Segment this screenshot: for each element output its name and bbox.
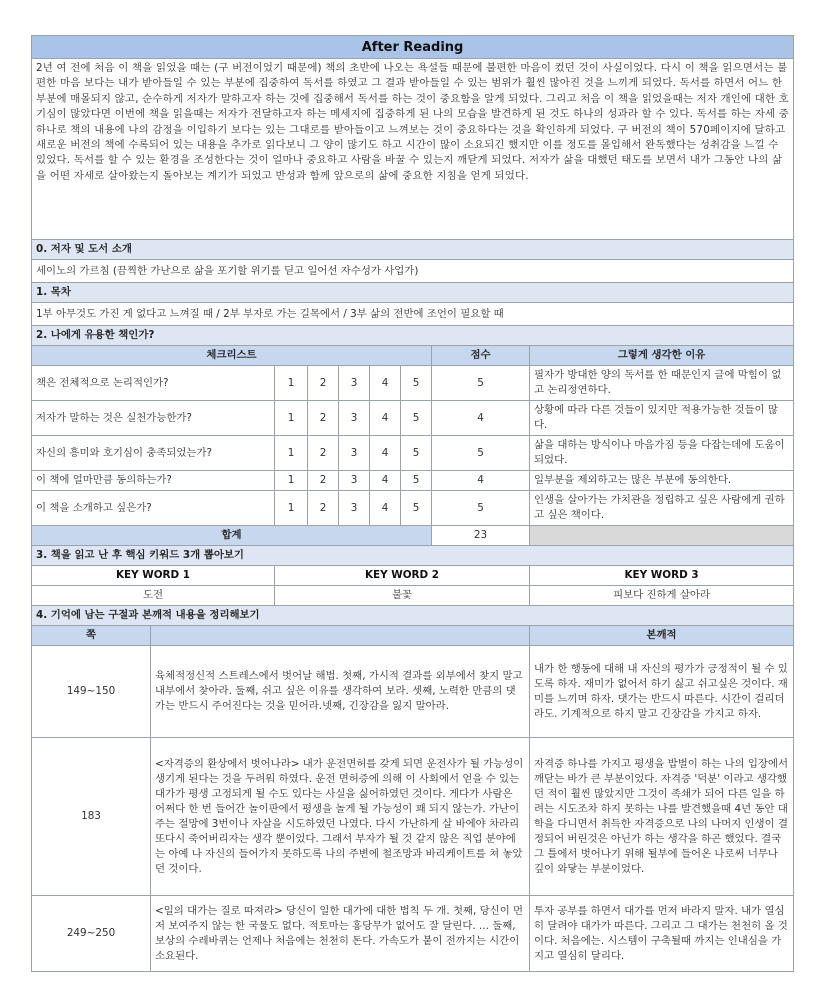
quote-note: 투자 공부를 하면서 대가를 먼저 바라지 말자. 내가 열심히 달려야 대가가 따른다. 그리고 그 대가는 천천히 올 것이다. 처음에는. 시스템이 구축될때 까지는 인내심을 가지고 열심히 달리다. [530,896,794,972]
scale-option[interactable]: 4 [370,366,401,401]
scale-option[interactable]: 4 [370,491,401,526]
checklist-question: 책은 전체적으로 논리적인가? [32,366,275,401]
after-reading-sheet [31,35,793,972]
scale-option[interactable]: 2 [308,436,339,471]
quote-page: 149~150 [32,646,151,738]
scale-option[interactable]: 5 [401,471,432,491]
scale-option[interactable]: 1 [275,401,308,436]
quote-text: <일의 대가는 질로 따져라> 당신이 일한 대가에 대한 법칙 두 개. 첫째, 당신이 먼저 보여주지 않는 한 국물도 없다. 적토마는 홍당무가 없어도 잘 달린다. ... 둘째, 보상의 수레바퀴는 언제나 처음에는 천천히 돈다. 가속도가 붙이 전까지는 시간이 소요된다. [151,896,530,972]
checklist-score: 5 [432,436,530,471]
scale-option[interactable]: 1 [275,366,308,401]
scale-option[interactable]: 3 [339,471,370,491]
checklist-reason: 필자가 방대한 양의 독서를 한 때문인지 글에 막힘이 없고 논리정연하다. [530,366,794,401]
score-header: 점수 [432,346,530,366]
scale-option[interactable]: 5 [401,366,432,401]
keyword-header: KEY WORD 3 [530,566,794,586]
scale-option[interactable]: 2 [308,471,339,491]
checklist-row [32,491,794,526]
checklist-reason: 일부분을 제외하고는 많은 부분에 동의한다. [530,471,794,491]
scale-option[interactable]: 1 [275,436,308,471]
keyword-value: 불꽃 [275,586,530,606]
checklist-question: 자신의 흥미와 호기심이 충족되었는가? [32,436,275,471]
checklist-row [32,471,794,491]
quote-row [32,896,794,972]
total-label: 합계 [32,526,432,546]
total-reason-blank [530,526,794,546]
section-heading-usefulness: 2. 나에게 유용한 책인가? [32,326,794,346]
section-heading-quotes: 4. 기억에 남는 구절과 본깨적 내용을 정리해보기 [32,606,794,626]
checklist-header: 체크리스트 [32,346,432,366]
keyword-value: 피보다 진하게 살아라 [530,586,794,606]
checklist-score: 5 [432,366,530,401]
scale-option[interactable]: 4 [370,401,401,436]
scale-option[interactable]: 4 [370,436,401,471]
quote-note: 내가 한 행동에 대해 내 자신의 평가가 긍정적이 될 수 있도록 하자. 재미가 없어서 하기 싫고 쉬고싶은 것이다. 재미를 느끼며 하자. 댓가는 반드시 따른다. 시간이 걸리더라도. 기계적으로 하지 말고 긴장감을 가지고 하자. [530,646,794,738]
keyword-header: KEY WORD 2 [275,566,530,586]
section-heading-keywords: 3. 책을 읽고 난 후 핵심 키워드 3개 뽑아보기 [32,546,794,566]
checklist-score: 4 [432,471,530,491]
checklist-question: 이 책에 얼마만큼 동의하는가? [32,471,275,491]
checklist-row [32,436,794,471]
after-reading-table [31,35,794,972]
page-title: After Reading [32,36,794,59]
total-score: 23 [432,526,530,546]
checklist-question: 이 책을 소개하고 싶은가? [32,491,275,526]
scale-option[interactable]: 2 [308,491,339,526]
page-header: 쪽 [32,626,151,646]
quote-text: 육체적정신적 스트레스에서 벗어날 해법. 첫째, 가시적 결과를 외부에서 찾지 말고 내부에서 찾아라. 둘째, 쉬고 싶은 이유를 생각하여 보라. 셋째, 노력한 만큼의 댓가는 반드시 주어진다는 것을 믿어라.넷째, 긴장감을 잃지 말아라. [151,646,530,738]
quote-page: 249~250 [32,896,151,972]
scale-option[interactable]: 2 [308,366,339,401]
section-heading-toc: 1. 목차 [32,283,794,303]
quote-header [151,626,530,646]
author-intro-text: 세이노의 가르침 (끔찍한 가난으로 삶을 포기할 위기를 딛고 일어선 자수성가 사업가) [32,260,794,283]
scale-option[interactable]: 3 [339,491,370,526]
scale-option[interactable]: 3 [339,401,370,436]
scale-option[interactable]: 1 [275,471,308,491]
quote-note: 자격증 하나를 가지고 평생을 밥벌이 하는 나의 입장에서 깨닫는 바가 큰 부분이었다. 자격증 '덕분' 이라고 생각했던 적이 훨씬 많았지만 그것이 족쇄가 되어 다른 일을 하려는 시도조차 하지 못하는 나를 발견했을때 4년 동안 대학을 다니면서 취득한 자격증으로 나의 나머지 인생이 결정되어 버린것은 아닌가 하는 생각을 하곤 했었다. 결국 그 틀에서 벗어나기 위해 될부에 들어온 나로써 너무나 깊이 와닿는 부분이었다. [530,738,794,896]
scale-option[interactable]: 5 [401,436,432,471]
checklist-score: 5 [432,491,530,526]
checklist-score: 4 [432,401,530,436]
checklist-question: 저자가 말하는 것은 실천가능한가? [32,401,275,436]
keyword-header: KEY WORD 1 [32,566,275,586]
quote-row [32,646,794,738]
scale-option[interactable]: 4 [370,471,401,491]
reflection-text: 2년 여 전에 처음 이 책을 읽었을 때는 (구 버전이었기 때문에) 책의 초반에 나오는 욕설들 때문에 불편한 마음이 컸던 것이 사실이었다. 다시 이 책을 읽으면서는 불편한 마음 보다는 내가 받아들일 수 있는 부분에 집중하여 독서를 하였고 그 결과 받아들일 수 있는 범위가 훨씬 많아진 것을 느끼게 되었다. 독서를 하면서 어느 한 부분에 매몰되지 않고, 순수하게 저자가 말하고자 하는 것에 집중해서 독서를 하는 것이 중요함을 알게 되었다. 그리고 처음 이 책을 읽었을때는 저자 개인에 대한 호기심이 많았다면 이번에 책을 읽을때는 저자가 전달하고자 하는 메세지에 집중하게 된 나의 모습을 발견하게 된 것도 하나의 성과라 할 수 있다. 독서를 하는 자세 중 하나로 책의 내용에 나의 감정을 이입하기 보다는 있는 그대로를 받아들이고 느껴보는 것이 중요하다는 것을 확인하게 되었다. 구 버전의 책이 570페이지에 달하고 새로운 버전의 책에 수록되어 있는 내용을 추가로 읽다보니 그 양이 많기도 하고 시간이 많이 소요되긴 했지만 이를 정도를 몰입해서 완독했다는 성취감을 느낄 수 있었다. 독서를 할 수 있는 환경을 조성한다는 것이 얼마나 중요하고 사람을 바꿀 수 있는지 깨닫게 되었다. 저자가 삶을 대했던 태도를 보면서 내가 그동안 나의 삶을 어떤 자세로 살아왔는지 돌아보는 계기가 되었고 반성과 함께 앞으로의 삶에 중요한 지침을 얻게 되었다. [32,59,794,240]
section-heading-author: 0. 저자 및 도서 소개 [32,240,794,260]
quote-text: <자격증의 환상에서 벗어나라> 내가 운전면허를 갖게 되면 운전사가 될 가능성이 생기게 된다는 것을 두려워 하였다. 운전 면허증에 의해 이 사회에서 얻을 수 있는 대가가 평생 고정되게 될 수도 있다는 사실을 싫어하였던 것이다. 게다가 사람은 어쩌다 한 번 들어간 놀이판에서 평생을 놀게 될 가능성이 꽤 되지 않는가. 가난이 주는 절망에 3번이나 자살을 시도하였던 나였다. 다시 가난하게 살 바에야 차라리 또다시 죽어버리자는 생각 뿐이었다. 그래서 부자가 될 것 같지 않은 직업 분야에는 아예 나 자신의 들어가지 못하도록 나의 주변에 철조망과 바리케이트를 쳐 놓았던 것이다. [151,738,530,896]
scale-option[interactable]: 3 [339,436,370,471]
scale-option[interactable]: 5 [401,491,432,526]
checklist-reason: 상황에 따라 다른 것들이 있지만 적용가능한 것들이 많다. [530,401,794,436]
keyword-value: 도전 [32,586,275,606]
scale-option[interactable]: 5 [401,401,432,436]
quote-row [32,738,794,896]
checklist-row [32,366,794,401]
scale-option[interactable]: 2 [308,401,339,436]
quote-page: 183 [32,738,151,896]
checklist-row [32,401,794,436]
checklist-reason: 인생을 살아가는 가치관을 정립하고 싶은 사람에게 권하고 싶은 책이다. [530,491,794,526]
scale-option[interactable]: 1 [275,491,308,526]
checklist-reason: 삶을 대하는 방식이나 마음가짐 등을 다잡는데에 도움이 되었다. [530,436,794,471]
scale-option[interactable]: 3 [339,366,370,401]
toc-text: 1부 아무것도 가진 게 없다고 느껴질 때 / 2부 부자로 가는 길목에서 / 3부 삶의 전반에 조언이 필요할 때 [32,303,794,326]
note-header: 본깨적 [530,626,794,646]
reason-header: 그렇게 생각한 이유 [530,346,794,366]
